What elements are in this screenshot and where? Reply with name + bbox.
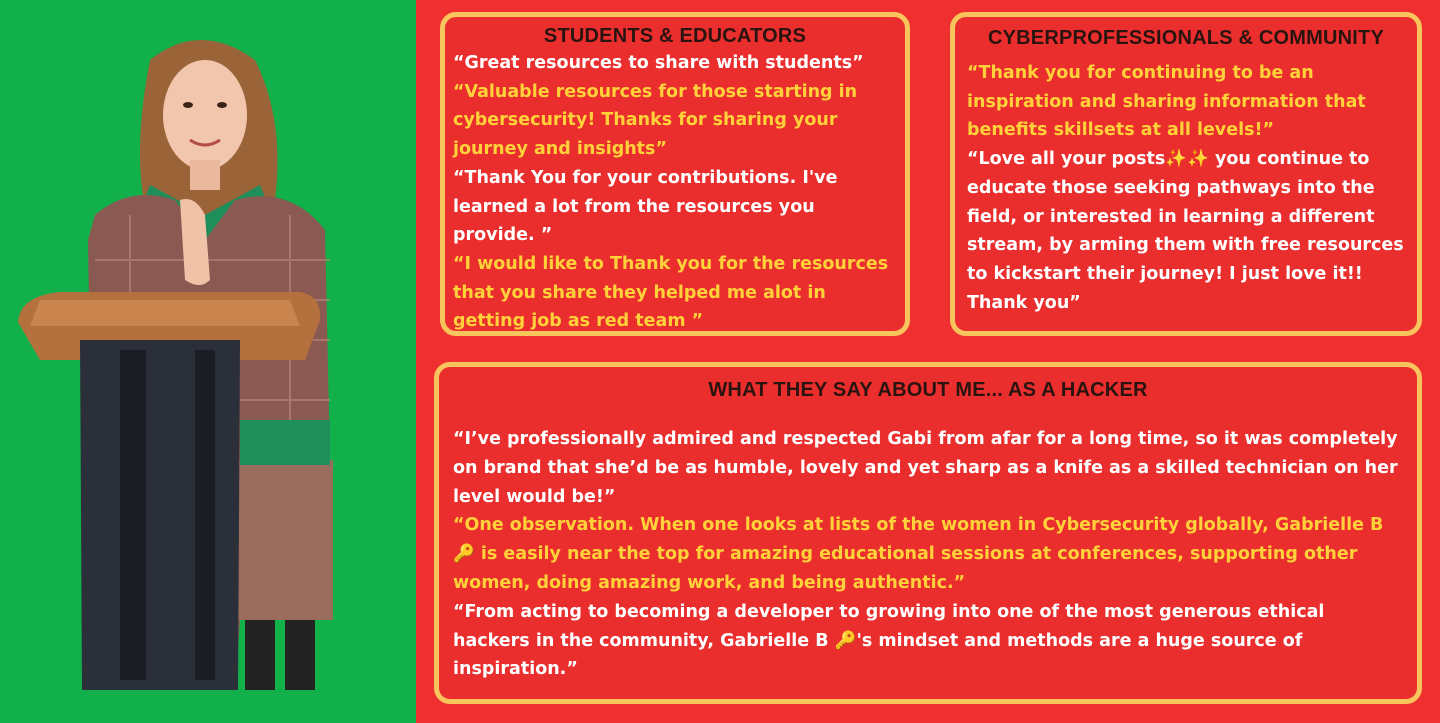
hacker-quotes: [453, 425, 1403, 684]
students-quotes: [453, 49, 893, 336]
hacker-quote-3: “From acting to becoming a developer to growing into one of the most generous ethical hackers in the community, Gabrielle B 🔑's mindset and methods are a huge source of inspiration.”: [453, 601, 1325, 680]
students-quote-3: “Thank You for your contributions. I've learned a lot from the resources you provide. ”: [453, 167, 838, 246]
photo-panel: [0, 0, 416, 723]
cyberprofessionals-community-card: [950, 12, 1422, 336]
speaker-at-podium-photo: [0, 0, 416, 723]
students-educators-card: [440, 12, 910, 336]
cyber-quotes: [967, 59, 1407, 317]
students-quote-2: “Valuable resources for those starting in cybersecurity! Thanks for sharing your journey and insights”: [453, 81, 858, 160]
students-card-title: STUDENTS & EDUCATORS: [543, 25, 807, 47]
students-quote-4: “I would like to Thank you for the resources that you share they helped me alot in getting job as red team ”: [453, 253, 889, 332]
cyber-card-title: CYBERPROFESSIONALS & COMMUNITY: [987, 27, 1385, 49]
cyber-quote-2: “Love all your posts✨✨ you continue to educate those seeking pathways into the field, or interested in learning a different stream, by arming them with free resources to kickstart their journey! I just love it!! Thank you”: [967, 149, 1404, 313]
hacker-testimonials-card: [434, 362, 1422, 704]
hacker-card-title: WHAT THEY SAY ABOUT ME... AS A HACKER: [708, 379, 1148, 401]
hacker-quote-1: “I’ve professionally admired and respected Gabi from afar for a long time, so it was completely on brand that she’d be as humble, lovely and yet sharp as a knife as a skilled technician on her level would be!”: [453, 429, 1398, 507]
cyber-quote-1: “Thank you for continuing to be an inspiration and sharing information that benefits skillsets at all levels!”: [967, 63, 1366, 141]
hacker-quote-2: “One observation. When one looks at lists of the women in Cybersecurity globally, Gabrielle B 🔑 is easily near the top for amazing educational sessions at conferences, supporting other women, doing amazing work, and being authentic.”: [453, 515, 1384, 593]
students-quote-1: “Great resources to share with students”: [453, 53, 864, 73]
